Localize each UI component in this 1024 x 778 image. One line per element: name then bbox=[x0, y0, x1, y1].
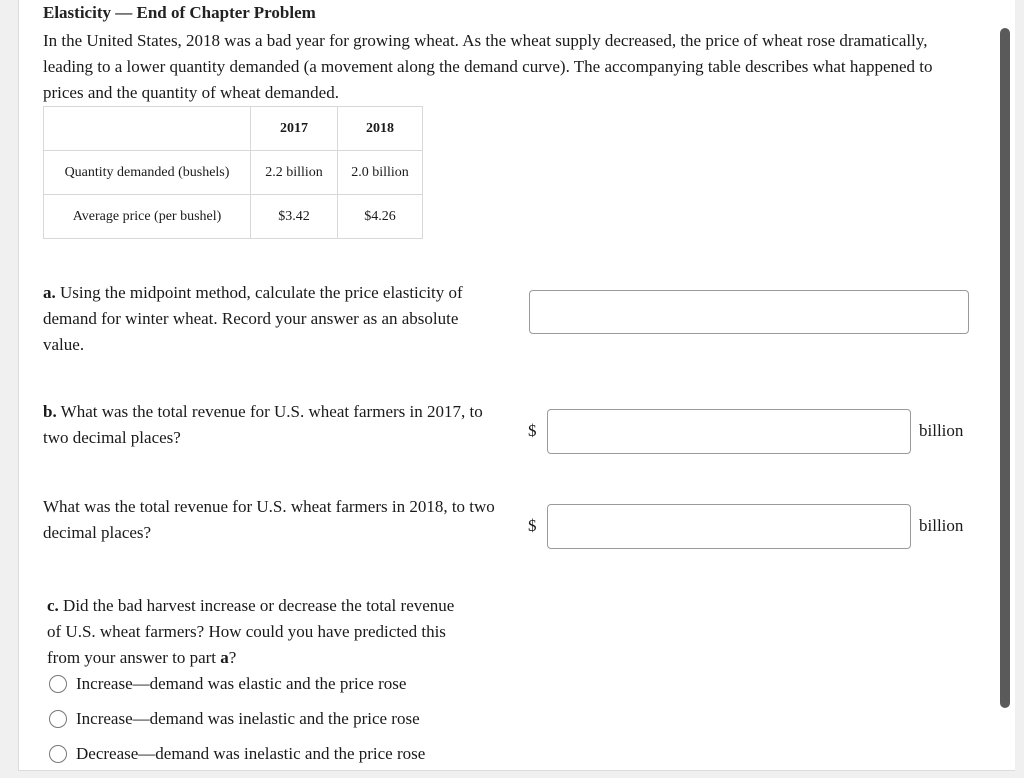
table-cell: Quantity demanded (bushels) bbox=[44, 151, 251, 195]
currency-symbol: $ bbox=[528, 516, 537, 535]
option-increase-elastic[interactable] bbox=[49, 674, 406, 694]
table-cell: Average price (per bushel) bbox=[44, 195, 251, 239]
part-a-label: a. bbox=[43, 283, 56, 302]
unit-label: billion bbox=[919, 421, 964, 440]
table-cell: $3.42 bbox=[251, 195, 338, 239]
radio-button[interactable] bbox=[49, 745, 67, 763]
question-panel bbox=[18, 0, 1015, 771]
radio-button[interactable] bbox=[49, 710, 67, 728]
table-cell: 2.0 billion bbox=[338, 151, 423, 195]
option-label: Increase—demand was elastic and the price rose bbox=[76, 674, 407, 693]
vertical-scrollbar[interactable] bbox=[1000, 28, 1010, 708]
table-header-cell: 2017 bbox=[251, 107, 338, 151]
part-a-question bbox=[43, 280, 498, 358]
option-increase-inelastic[interactable] bbox=[49, 709, 420, 729]
part-b-label: b. bbox=[43, 402, 57, 421]
part-c-text-end: ? bbox=[228, 648, 237, 667]
part-c-text: Did the bad harvest increase or decrease the total revenue of U.S. wheat farmers? How could you have predicted this from your answer to part bbox=[47, 596, 455, 667]
table-row bbox=[44, 151, 423, 195]
problem-title: Elasticity — End of Chapter Problem bbox=[43, 3, 316, 22]
part-b-question-2018: What was the total revenue for U.S. wheat farmers in 2018, to two decimal places? bbox=[43, 497, 495, 542]
part-a-text: Using the midpoint method, calculate the price elasticity of demand for winter wheat. Record your answer as an absolute value. bbox=[43, 283, 463, 354]
part-c-reference: a bbox=[220, 648, 229, 667]
option-label: Decrease—demand was inelastic and the price rose bbox=[76, 744, 426, 763]
revenue-2017-input[interactable] bbox=[547, 409, 911, 454]
option-decrease-inelastic[interactable] bbox=[49, 744, 425, 764]
part-b-question-2017 bbox=[43, 399, 483, 451]
table-header-row bbox=[44, 107, 423, 151]
table-row bbox=[44, 195, 423, 239]
elasticity-answer-input[interactable] bbox=[529, 290, 969, 334]
option-label: Increase—demand was inelastic and the price rose bbox=[76, 709, 420, 728]
table-header-cell: 2018 bbox=[338, 107, 423, 151]
part-c-question bbox=[47, 593, 457, 671]
part-c-label: c. bbox=[47, 596, 59, 615]
data-table bbox=[43, 106, 423, 239]
problem-intro: In the United States, 2018 was a bad year for growing wheat. As the wheat supply decreased, the price of wheat rose dramatically, leading to a lower quantity demanded (a movement along the demand curve). The accompanying table describes what happened to prices and the quantity of wheat demanded. bbox=[43, 31, 933, 102]
table-cell: 2.2 billion bbox=[251, 151, 338, 195]
revenue-2018-input[interactable] bbox=[547, 504, 911, 549]
part-b-text-2017: What was the total revenue for U.S. wheat farmers in 2017, to two decimal places? bbox=[43, 402, 483, 447]
unit-label: billion bbox=[919, 516, 964, 535]
currency-symbol: $ bbox=[528, 421, 537, 440]
table-cell: $4.26 bbox=[338, 195, 423, 239]
radio-button[interactable] bbox=[49, 675, 67, 693]
table-header-cell bbox=[44, 107, 251, 151]
